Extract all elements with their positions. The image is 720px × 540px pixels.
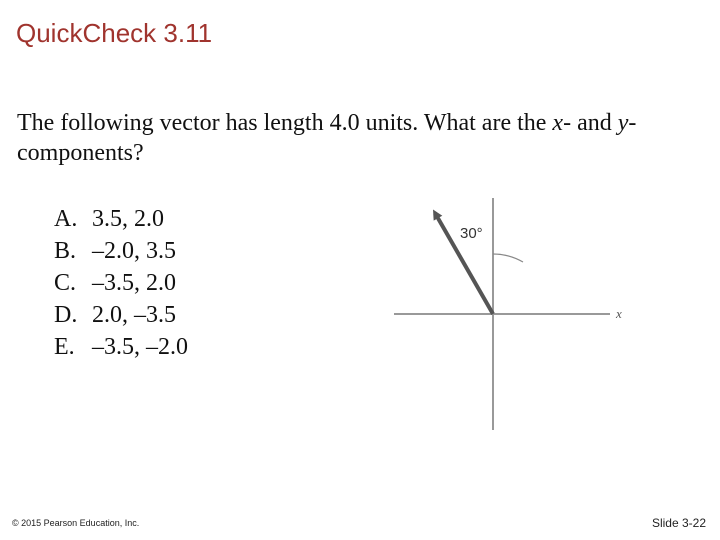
- choice-c: [54, 267, 188, 299]
- choice-letter: C.: [54, 270, 77, 296]
- angle-arc: [493, 254, 523, 262]
- choice-d: [54, 299, 188, 331]
- slide-title: QuickCheck 3.11: [16, 18, 213, 48]
- choice-e: [54, 331, 188, 363]
- question-x-var: x: [552, 110, 564, 136]
- vector-diagram: [392, 196, 642, 436]
- choice-text: –2.0, 3.5: [92, 238, 176, 264]
- angle-label: 30°: [460, 225, 483, 242]
- choice-letter: B.: [54, 238, 77, 264]
- question-text: [17, 108, 677, 168]
- choice-b: [54, 235, 188, 267]
- choice-text: 3.5, 2.0: [92, 206, 164, 232]
- slide-number: Slide 3-22: [651, 516, 706, 530]
- x-axis-label: x: [616, 306, 622, 321]
- answer-choices: [54, 203, 188, 363]
- choice-letter: E.: [54, 334, 75, 360]
- question-prefix: The following vector has length 4.0 units. What are the: [17, 110, 553, 136]
- question-middle: - and: [563, 110, 618, 136]
- choice-letter: D.: [54, 302, 78, 328]
- copyright-notice: © 2015 Pearson Education, Inc.: [12, 518, 140, 528]
- choice-text: –3.5, –2.0: [92, 334, 188, 360]
- choice-text: 2.0, –3.5: [92, 302, 176, 328]
- choice-letter: A.: [54, 206, 78, 232]
- question-suffix: -components?: [17, 110, 637, 166]
- choice-a: [54, 203, 188, 235]
- choice-text: –3.5, 2.0: [92, 270, 176, 296]
- question-y-var: y: [617, 110, 629, 136]
